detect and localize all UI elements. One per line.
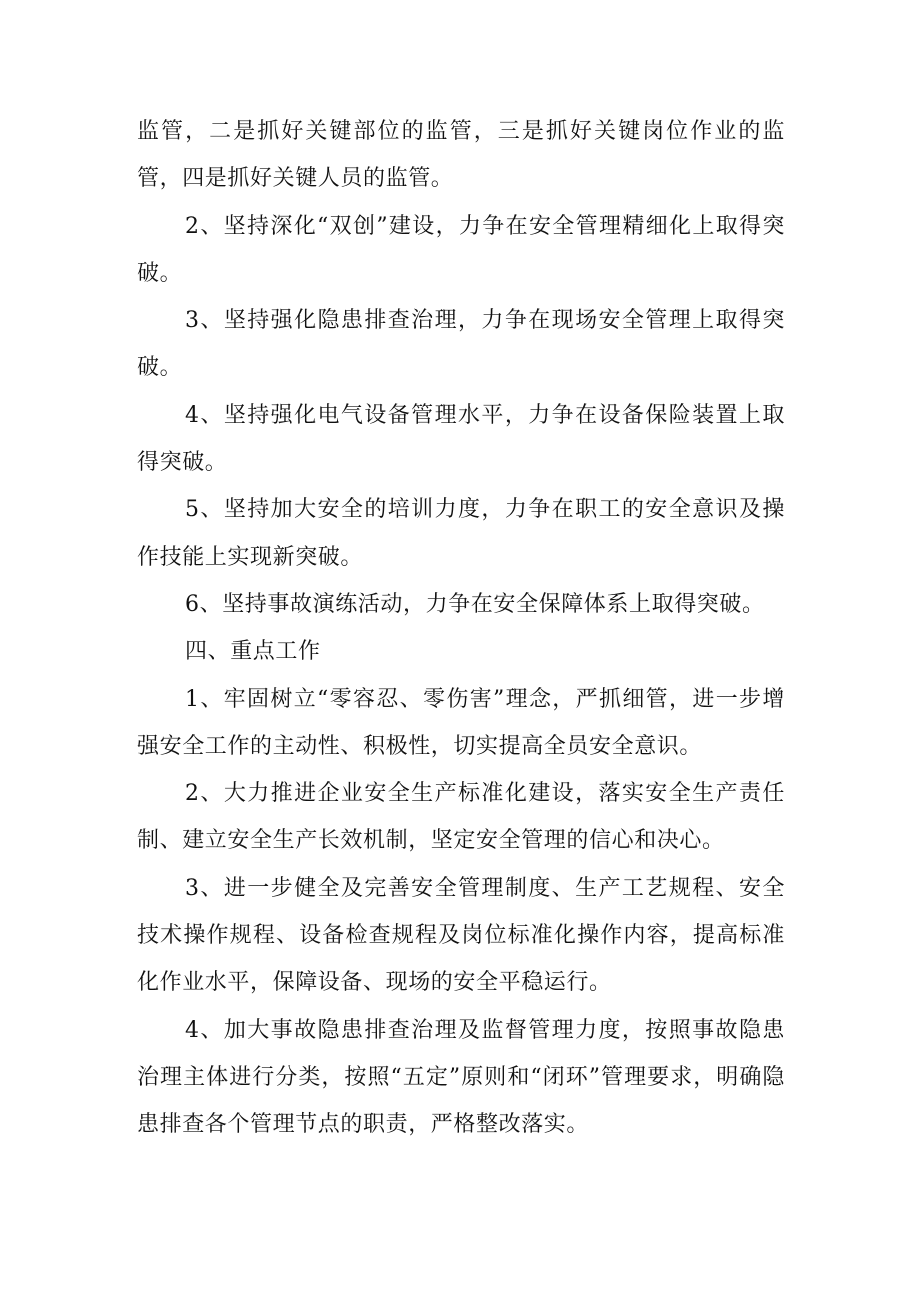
paragraph-item-4-electrical-equipment: 4、坚持强化电气设备管理水平，力争在设备保险装置上取得突破。	[137, 402, 785, 476]
paragraph-item-6-drills: 6、坚持事故演练活动，力争在安全保障体系上取得突破。	[185, 591, 765, 617]
paragraph-item-3-hazard-investigation: 3、坚持强化隐患排查治理，力争在现场安全管理上取得突破。	[137, 308, 785, 381]
paragraph-continuation: 监管，二是抓好关键部位的监管，三是抓好关键岗位作业的监管，四是抓好关键人员的监管。	[137, 119, 785, 192]
document-body	[137, 108, 785, 1149]
paragraph-item-5-training: 5、坚持加大安全的培训力度，力争在职工的安全意识及操作技能上实现新突破。	[137, 497, 785, 570]
paragraph-key-work-3: 3、进一步健全及完善安全管理制度、生产工艺规程、安全技术操作规程、设备检查规程及岗位标准化操作内容，提高标准化作业水平，保障设备、现场的安全平稳运行。	[137, 875, 785, 996]
paragraph-key-work-2: 2、大力推进企业安全生产标准化建设，落实安全生产责任制、建立安全生产长效机制，坚定安全管理的信心和决心。	[137, 781, 785, 854]
paragraph-item-2-dual-creation: 2、坚持深化“双创”建设，力争在安全管理精细化上取得突破。	[137, 213, 785, 286]
paragraph-key-work-1: 1、牢固树立“零容忍、零伤害”理念，严抓细管，进一步增强安全工作的主动性、积极性，切实提高全员安全意识。	[137, 686, 785, 759]
paragraph-key-work-4: 4、加大事故隐患排查治理及监督管理力度，按照事故隐患治理主体进行分类，按照“五定”原则和“闭环”管理要求，明确隐患排查各个管理节点的职责，严格整改落实。	[137, 1017, 785, 1138]
section-heading-key-work: 四、重点工作	[185, 639, 321, 665]
